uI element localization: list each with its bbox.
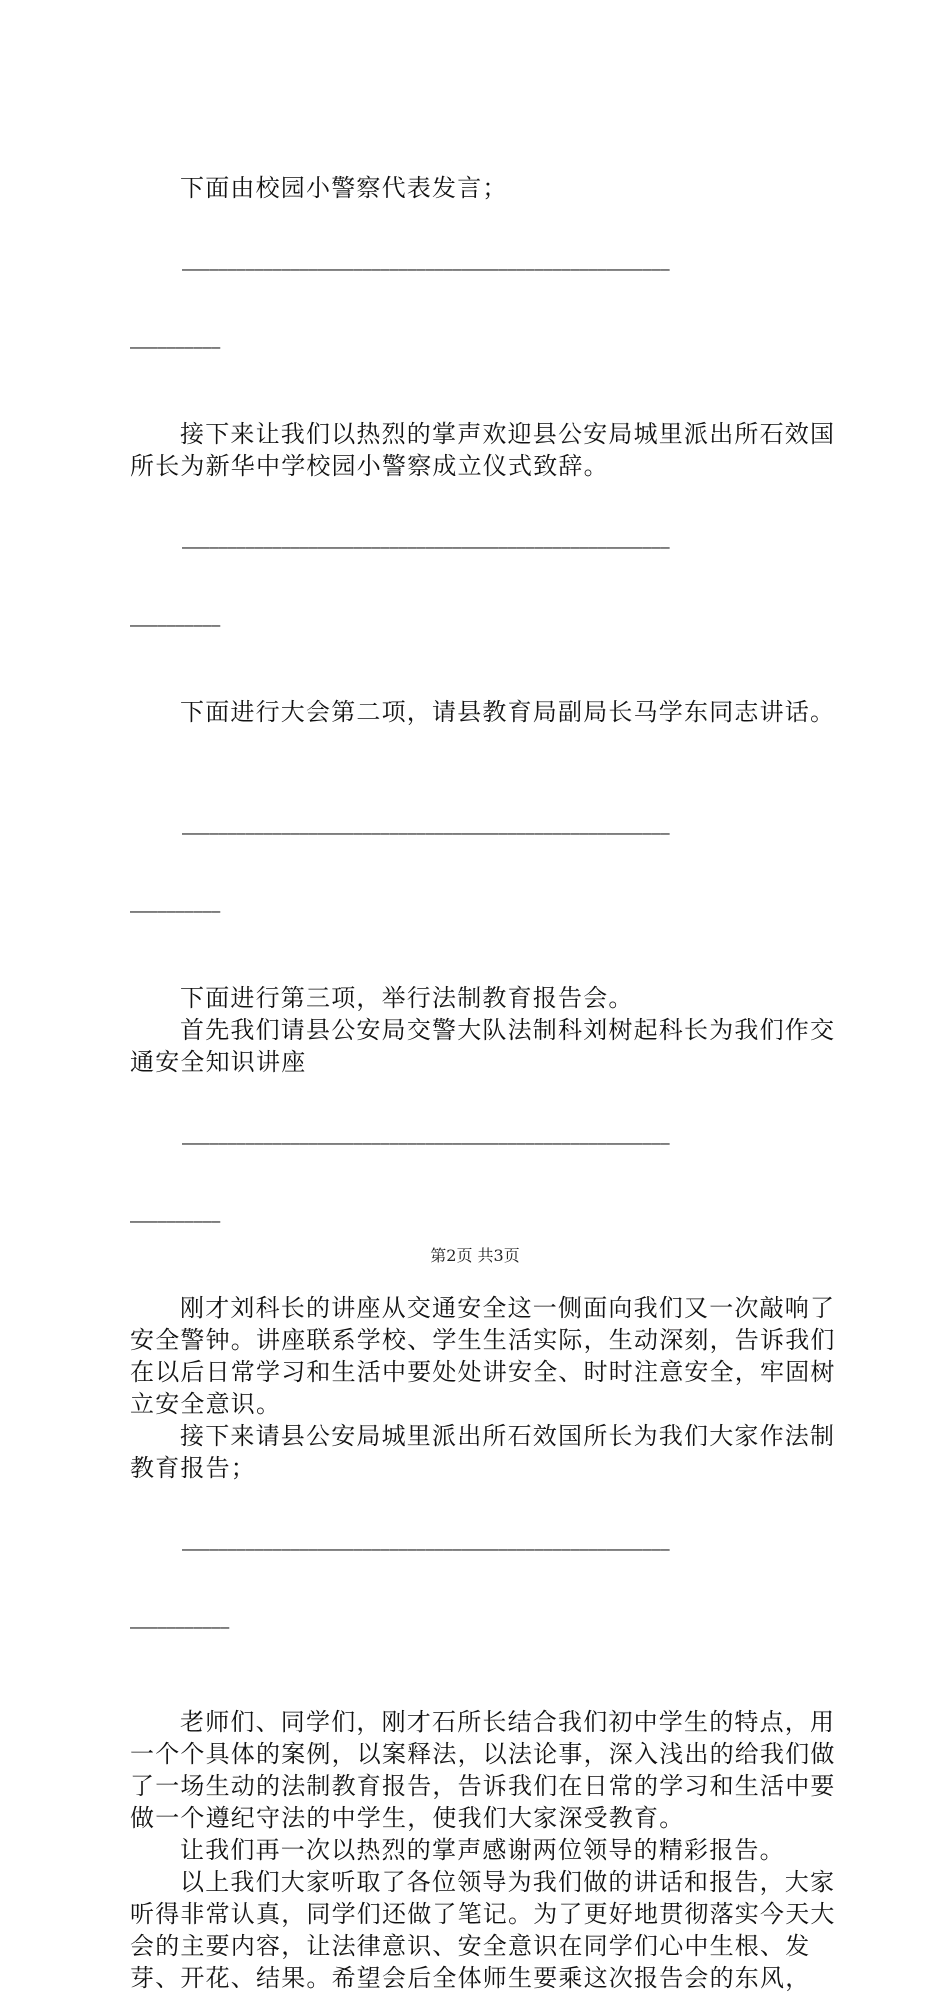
document-body [130, 172, 850, 1994]
paragraph-student-police-speech: 下面由校园小警察代表发言； [180, 174, 508, 202]
separator-line: —————————————————————————————————————————————————————— ——————————— [130, 1540, 670, 1636]
paragraph-thanks: 让我们再一次以热烈的掌声感谢两位领导的精彩报告。 [180, 1836, 785, 1864]
page-number-footer: 第2页 共3页 [430, 1246, 520, 1265]
separator-line: —————————————————————————————————————————————————————— —————————— [130, 824, 670, 920]
separator-line: —————————————————————————————————————————————————————— —————————— [130, 1134, 670, 1230]
paragraph-welcome-director: 接下来让我们以热烈的掌声欢迎县公安局城里派出所石效国所长为新华中学校园小警察成立仪式致辞。 [130, 420, 836, 480]
paragraph-second-item: 下面进行大会第二项，请县教育局副局长马学东同志讲话。 [180, 698, 836, 726]
paragraph-third-item: 下面进行第三项，举行法制教育报告会。 [180, 984, 634, 1012]
paragraph-lecture-summary: 刚才刘科长的讲座从交通安全这一侧面向我们又一次敲响了安全警钟。讲座联系学校、学生生活实际，生动深刻，告诉我们在以后日常学习和生活中要处处讲安全、时时注意安全，牢固树立安全意识。 [130, 1294, 836, 1418]
paragraph-traffic-lecture: 首先我们请县公安局交警大队法制科刘树起科长为我们作交通安全知识讲座 [130, 1016, 836, 1076]
separator-line: —————————————————————————————————————————————————————— —————————— [130, 538, 670, 634]
separator-line: —————————————————————————————————————————————————————— —————————— [130, 260, 670, 356]
paragraph-conclusion: 以上我们大家听取了各位领导为我们做的讲话和报告，大家听得非常认真，同学们还做了笔记。为了更好地贯彻落实今天大会的主要内容，让法律意识、安全意识在同学们心中生根、发芽、开花、结果。希望会后全体师生要乘这次报告会的东风， [130, 1868, 836, 1992]
paragraph-report-summary: 老师们、同学们，刚才石所长结合我们初中学生的特点，用一个个具体的案例，以案释法，以法论事，深入浅出的给我们做了一场生动的法制教育报告，告诉我们在日常的学习和生活中要做一个遵纪守法的中学生，使我们大家深受教育。 [130, 1708, 836, 1832]
paragraph-legal-report: 接下来请县公安局城里派出所石效国所长为我们大家作法制教育报告； [130, 1422, 836, 1482]
